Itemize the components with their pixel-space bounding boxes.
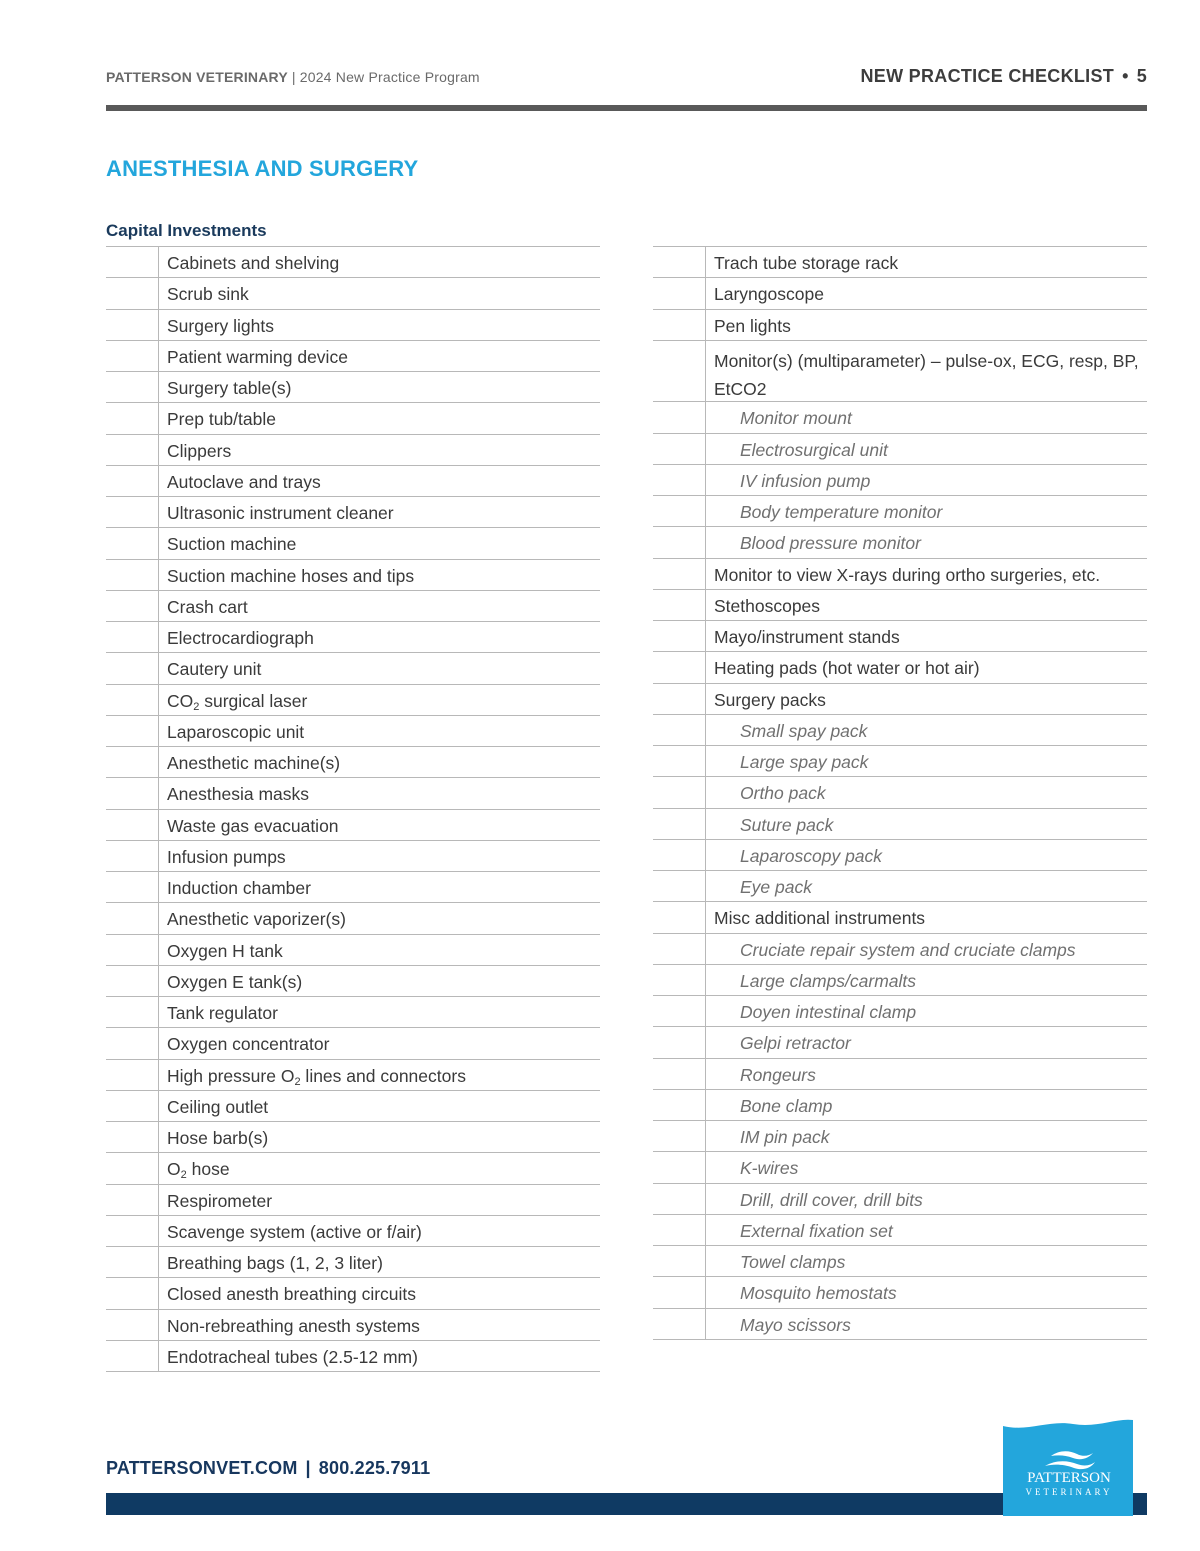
checklist-row	[106, 872, 600, 903]
checkbox-cell[interactable]	[106, 841, 159, 871]
checklist-item-label: Anesthetic machine(s)	[167, 753, 341, 773]
checklist-item-label: Oxygen H tank	[167, 940, 283, 961]
checkbox-cell[interactable]	[653, 777, 706, 807]
checklist-item-label: Laryngoscope	[714, 284, 824, 305]
section-subhead: Capital Investments	[106, 221, 267, 240]
checklist-item-label: Surgery packs	[714, 689, 826, 710]
checklist-row	[653, 1246, 1147, 1277]
checklist-item-label: Cautery unit	[167, 659, 262, 680]
checklist-row	[106, 622, 600, 653]
checklist-row	[653, 996, 1147, 1027]
checklist-item-label: Doyen intestinal clamp	[740, 1002, 917, 1022]
checkbox-cell[interactable]	[653, 559, 706, 589]
checklist-row	[106, 841, 600, 872]
checklist-item-label: IV infusion pump	[740, 470, 871, 491]
checklist-row	[653, 590, 1147, 621]
checklist-row	[653, 559, 1147, 590]
checklist-row	[106, 1185, 600, 1216]
checkbox-cell[interactable]	[106, 372, 159, 402]
checkbox-cell[interactable]	[106, 997, 159, 1027]
checklist-row	[106, 310, 600, 341]
checklist-item-label: Eye pack	[740, 877, 812, 897]
checklist-item-label: Ultrasonic instrument cleaner	[167, 503, 394, 523]
checkbox-cell[interactable]	[653, 715, 706, 745]
checklist-row	[106, 1247, 600, 1278]
checkbox-cell[interactable]	[106, 435, 159, 465]
checklist-item-label: IM pin pack	[740, 1127, 830, 1147]
page-header	[106, 66, 1147, 90]
checklist-item-label: Anesthesia masks	[167, 784, 310, 805]
checkbox-cell[interactable]	[653, 871, 706, 901]
checkbox-cell[interactable]	[653, 527, 706, 557]
checkbox-cell[interactable]	[106, 716, 159, 746]
checklist-item-label: Suture pack	[740, 814, 834, 835]
checkbox-cell[interactable]	[653, 1027, 706, 1057]
checklist-item-label: Autoclave and trays	[167, 471, 321, 492]
checklist-row	[653, 621, 1147, 652]
checklist-row	[653, 652, 1147, 683]
checklist-row	[106, 528, 600, 559]
checklist-row	[106, 247, 600, 278]
checklist-row	[106, 716, 600, 747]
checklist-row	[653, 434, 1147, 465]
checklist-item-label: Towel clamps	[740, 1252, 846, 1272]
checklist-row	[653, 310, 1147, 341]
doc-title: NEW PRACTICE CHECKLIST	[860, 66, 1115, 86]
checkbox-cell[interactable]	[653, 402, 706, 432]
logo-subtext: VETERINARY	[1025, 1487, 1113, 1497]
checkbox-cell[interactable]	[653, 278, 706, 308]
checkbox-cell[interactable]	[106, 1028, 159, 1058]
checklist-item-label: Body temperature monitor	[740, 502, 943, 522]
checkbox-cell[interactable]	[653, 1277, 706, 1307]
checklist-item-label: Endotracheal tubes (2.5-12 mm)	[167, 1346, 418, 1367]
checkbox-cell[interactable]	[653, 746, 706, 776]
checkbox-cell[interactable]	[106, 1122, 159, 1152]
checklist-item-label: Misc additional instruments	[714, 908, 926, 929]
checkbox-cell[interactable]	[106, 1247, 159, 1277]
logo-flag-shape	[1003, 1420, 1133, 1516]
checklist-item-label: Cruciate repair system and cruciate clamps	[740, 939, 1076, 960]
checkbox-cell[interactable]	[106, 1153, 159, 1183]
checklist-row	[106, 903, 600, 934]
checklist-item-label: $CO_2$ surgical laser	[167, 690, 308, 713]
checklist-row	[106, 435, 600, 466]
checkbox-cell[interactable]	[106, 1341, 159, 1371]
checklist-item-label: Ortho pack	[740, 783, 826, 804]
page-number: 5	[1136, 66, 1147, 86]
checklist-item-label: Oxygen E tank(s)	[167, 971, 303, 992]
checklist-item-label: K-wires	[740, 1158, 799, 1179]
checkbox-cell[interactable]	[653, 996, 706, 1026]
checklist-item-label: Surgery table(s)	[167, 378, 292, 398]
checklist-row	[653, 965, 1147, 996]
checkbox-cell[interactable]	[653, 1215, 706, 1245]
checkbox-cell[interactable]	[653, 1184, 706, 1214]
checklist-row	[653, 1152, 1147, 1183]
checkbox-cell[interactable]	[106, 591, 159, 621]
checklist-row	[653, 278, 1147, 309]
checklist-item-label: High pressure $O_2$ lines and connectors	[167, 1065, 466, 1088]
checkbox-cell[interactable]	[106, 1216, 159, 1246]
checkbox-cell[interactable]	[106, 1091, 159, 1121]
checklist-item-label: Non-rebreathing anesth systems	[167, 1315, 420, 1336]
checklist-item-label: Suction machine hoses and tips	[167, 565, 415, 586]
checklist-right	[653, 246, 1147, 1340]
checklist-row	[106, 1153, 600, 1184]
checklist-row	[653, 809, 1147, 840]
checkbox-cell[interactable]	[653, 965, 706, 995]
checkbox-cell[interactable]	[653, 1152, 706, 1182]
checklist-row	[653, 465, 1147, 496]
checklist-row	[106, 685, 600, 716]
checklist-item-label: Large spay pack	[740, 752, 869, 772]
checkbox-cell[interactable]	[653, 341, 706, 402]
checklist-row	[106, 935, 600, 966]
checklist-item-label: Bone clamp	[740, 1095, 833, 1116]
checkbox-cell[interactable]	[653, 1059, 706, 1089]
checkbox-cell[interactable]	[106, 310, 159, 340]
checklist-row	[653, 247, 1147, 278]
checkbox-cell[interactable]	[106, 1060, 159, 1090]
checklist-item-label: $O_2$ hose	[167, 1159, 230, 1182]
checklist-row	[106, 1091, 600, 1122]
checklist-row	[106, 1310, 600, 1341]
checkbox-cell[interactable]	[653, 621, 706, 651]
checkbox-cell[interactable]	[106, 341, 159, 371]
checkbox-cell[interactable]	[106, 653, 159, 683]
checklist-item-label: Laparoscopy pack	[740, 845, 883, 866]
checklist-item-label: Breathing bags (1, 2, 3 liter)	[167, 1253, 383, 1273]
checklist-row	[106, 466, 600, 497]
checklist-row	[653, 715, 1147, 746]
checkbox-cell[interactable]	[653, 1246, 706, 1276]
checklist-item-label: Pen lights	[714, 315, 791, 336]
checklist-item-label: Prep tub/table	[167, 409, 276, 430]
checkbox-cell[interactable]	[653, 496, 706, 526]
checkbox-cell[interactable]	[106, 1310, 159, 1340]
checkbox-cell[interactable]	[653, 934, 706, 964]
checklist-item-label: Anesthetic vaporizer(s)	[167, 909, 346, 930]
checklist-row	[653, 496, 1147, 527]
checkbox-cell[interactable]	[106, 247, 159, 277]
header-brand: PATTERSON VETERINARY	[106, 69, 288, 85]
checkbox-cell[interactable]	[106, 685, 159, 715]
checkbox-cell[interactable]	[653, 684, 706, 714]
checkbox-cell[interactable]	[653, 590, 706, 620]
checklist-item-label: Mosquito hemostats	[740, 1283, 897, 1304]
checklist-row	[106, 560, 600, 591]
checklist-item-label: Heating pads (hot water or hot air)	[714, 658, 980, 679]
checklist-item-label: Large clamps/carmalts	[740, 970, 917, 991]
checkbox-cell[interactable]	[106, 872, 159, 902]
header-program	[106, 69, 480, 85]
checklist-item-label: Laparoscopic unit	[167, 721, 305, 742]
checkbox-cell[interactable]	[653, 902, 706, 932]
checklist-row	[653, 1309, 1147, 1340]
footer-separator: |	[305, 1458, 311, 1478]
checklist-row	[653, 1277, 1147, 1308]
checkbox-cell[interactable]	[653, 809, 706, 839]
checklist-row	[653, 1090, 1147, 1121]
checkbox-cell[interactable]	[106, 810, 159, 840]
checklist-row	[106, 1216, 600, 1247]
checkbox-cell[interactable]	[106, 966, 159, 996]
checklist-item-label: Blood pressure monitor	[740, 533, 921, 554]
checkbox-cell[interactable]	[106, 778, 159, 808]
checkbox-cell[interactable]	[106, 403, 159, 433]
checkbox-cell[interactable]	[653, 1121, 706, 1151]
checklist-row	[106, 1122, 600, 1153]
checklist-item-label: Trach tube storage rack	[714, 253, 899, 273]
footer-website[interactable]: PATTERSONVET.COM	[106, 1458, 298, 1478]
checklist-row	[106, 497, 600, 528]
checklist-item-label: Monitor(s) (multiparameter) – pulse-ox, ECG, resp, BP, EtCO2	[714, 350, 1139, 399]
checklist-row	[106, 403, 600, 434]
checklist-row	[653, 402, 1147, 433]
checkbox-cell[interactable]	[106, 903, 159, 933]
checklist-item-label: Mayo/instrument stands	[714, 627, 900, 647]
checklist-row	[653, 1215, 1147, 1246]
checklist-item-label: Small spay pack	[740, 720, 868, 741]
header-divider	[106, 105, 1147, 111]
checklist-row	[653, 902, 1147, 933]
checkbox-cell[interactable]	[106, 747, 159, 777]
checklist-row	[653, 527, 1147, 558]
checkbox-cell[interactable]	[106, 1278, 159, 1308]
checklist-item-label: Crash cart	[167, 596, 248, 617]
checklist-row	[653, 777, 1147, 808]
checklist-row	[106, 372, 600, 403]
checklist-item-label: Scavenge system (active or f/air)	[167, 1221, 422, 1242]
header-doc-title	[860, 66, 1147, 87]
checklist-row	[653, 341, 1147, 403]
checklist-row	[106, 278, 600, 309]
footer-contact	[106, 1458, 430, 1479]
checklist-item-label: Suction machine	[167, 534, 297, 555]
checklist-row	[653, 684, 1147, 715]
checklist-row	[106, 747, 600, 778]
checklist-item-label: Tank regulator	[167, 1003, 278, 1023]
checklist-row	[106, 810, 600, 841]
checklist-row	[653, 1184, 1147, 1215]
checklist-row	[653, 1059, 1147, 1090]
header-program-name: 2024 New Practice Program	[299, 69, 480, 85]
checklist-item-label: Surgery lights	[167, 315, 274, 336]
checklist-item-label: Respirometer	[167, 1190, 273, 1211]
checklist-item-label: Hose barb(s)	[167, 1128, 269, 1148]
checklist-row	[106, 1060, 600, 1091]
checklist-item-label: Waste gas evacuation	[167, 815, 339, 836]
checklist-item-label: Induction chamber	[167, 878, 311, 898]
checklist-row	[653, 840, 1147, 871]
checklist-row	[106, 778, 600, 809]
checklist-row	[106, 591, 600, 622]
checklist-row	[106, 341, 600, 372]
checkbox-cell[interactable]	[106, 497, 159, 527]
checklist-left	[106, 246, 600, 1372]
checklist-item-label: Oxygen concentrator	[167, 1034, 330, 1055]
checklist-row	[106, 966, 600, 997]
checklist-row	[106, 1341, 600, 1372]
checkbox-cell[interactable]	[106, 560, 159, 590]
checkbox-cell[interactable]	[653, 434, 706, 464]
footer-bar	[106, 1493, 1147, 1515]
checkbox-cell[interactable]	[106, 528, 159, 558]
checklist-item-label: Clippers	[167, 440, 232, 461]
checklist-row	[653, 1121, 1147, 1152]
checklist-item-label: Closed anesth breathing circuits	[167, 1284, 417, 1305]
checklist-item-label: External fixation set	[740, 1220, 893, 1241]
footer-phone[interactable]: 800.225.7911	[318, 1458, 431, 1478]
checklist-item-label: Ceiling outlet	[167, 1096, 269, 1117]
checkbox-cell[interactable]	[106, 935, 159, 965]
checklist-row	[653, 1027, 1147, 1058]
checklist-item-label: Infusion pumps	[167, 846, 286, 867]
logo-wordmark: PATTERSON	[1027, 1470, 1111, 1486]
checkbox-cell[interactable]	[653, 840, 706, 870]
checklist-row	[653, 871, 1147, 902]
checklist-item-label: Cabinets and shelving	[167, 253, 340, 273]
header-bullet: •	[1122, 66, 1129, 86]
checklist-item-label: Stethoscopes	[714, 595, 821, 616]
checklist-item-label: Electrocardiograph	[167, 628, 314, 648]
checklist-item-label: Rongeurs	[740, 1064, 816, 1085]
patterson-logo	[1003, 1418, 1133, 1516]
checklist-item-label: Electrosurgical unit	[740, 439, 888, 460]
checkbox-cell[interactable]	[653, 652, 706, 682]
checklist-row	[106, 1278, 600, 1309]
header-separator: |	[291, 69, 296, 85]
checklist-item-label: Monitor mount	[740, 408, 852, 429]
checklist-item-label: Scrub sink	[167, 284, 249, 305]
checkbox-cell[interactable]	[106, 622, 159, 652]
checklist-item-label: Gelpi retractor	[740, 1033, 851, 1054]
checklist-item-label: Patient warming device	[167, 346, 348, 367]
checkbox-cell[interactable]	[106, 278, 159, 308]
checklist-row	[653, 746, 1147, 777]
checklist-row	[106, 653, 600, 684]
checkbox-cell[interactable]	[106, 466, 159, 496]
checkbox-cell[interactable]	[653, 465, 706, 495]
checklist-row	[106, 997, 600, 1028]
section-title: ANESTHESIA AND SURGERY	[106, 156, 419, 181]
checkbox-cell[interactable]	[106, 1185, 159, 1215]
checkbox-cell[interactable]	[653, 1090, 706, 1120]
checklist-row	[653, 934, 1147, 965]
checklist-item-label: Monitor to view X-rays during ortho surgeries, etc.	[714, 564, 1101, 585]
checkbox-cell[interactable]	[653, 1309, 706, 1339]
checklist-item-label: Drill, drill cover, drill bits	[740, 1189, 923, 1210]
checkbox-cell[interactable]	[653, 247, 706, 277]
checkbox-cell[interactable]	[653, 310, 706, 340]
checklist-row	[106, 1028, 600, 1059]
checklist-item-label: Mayo scissors	[740, 1314, 851, 1335]
